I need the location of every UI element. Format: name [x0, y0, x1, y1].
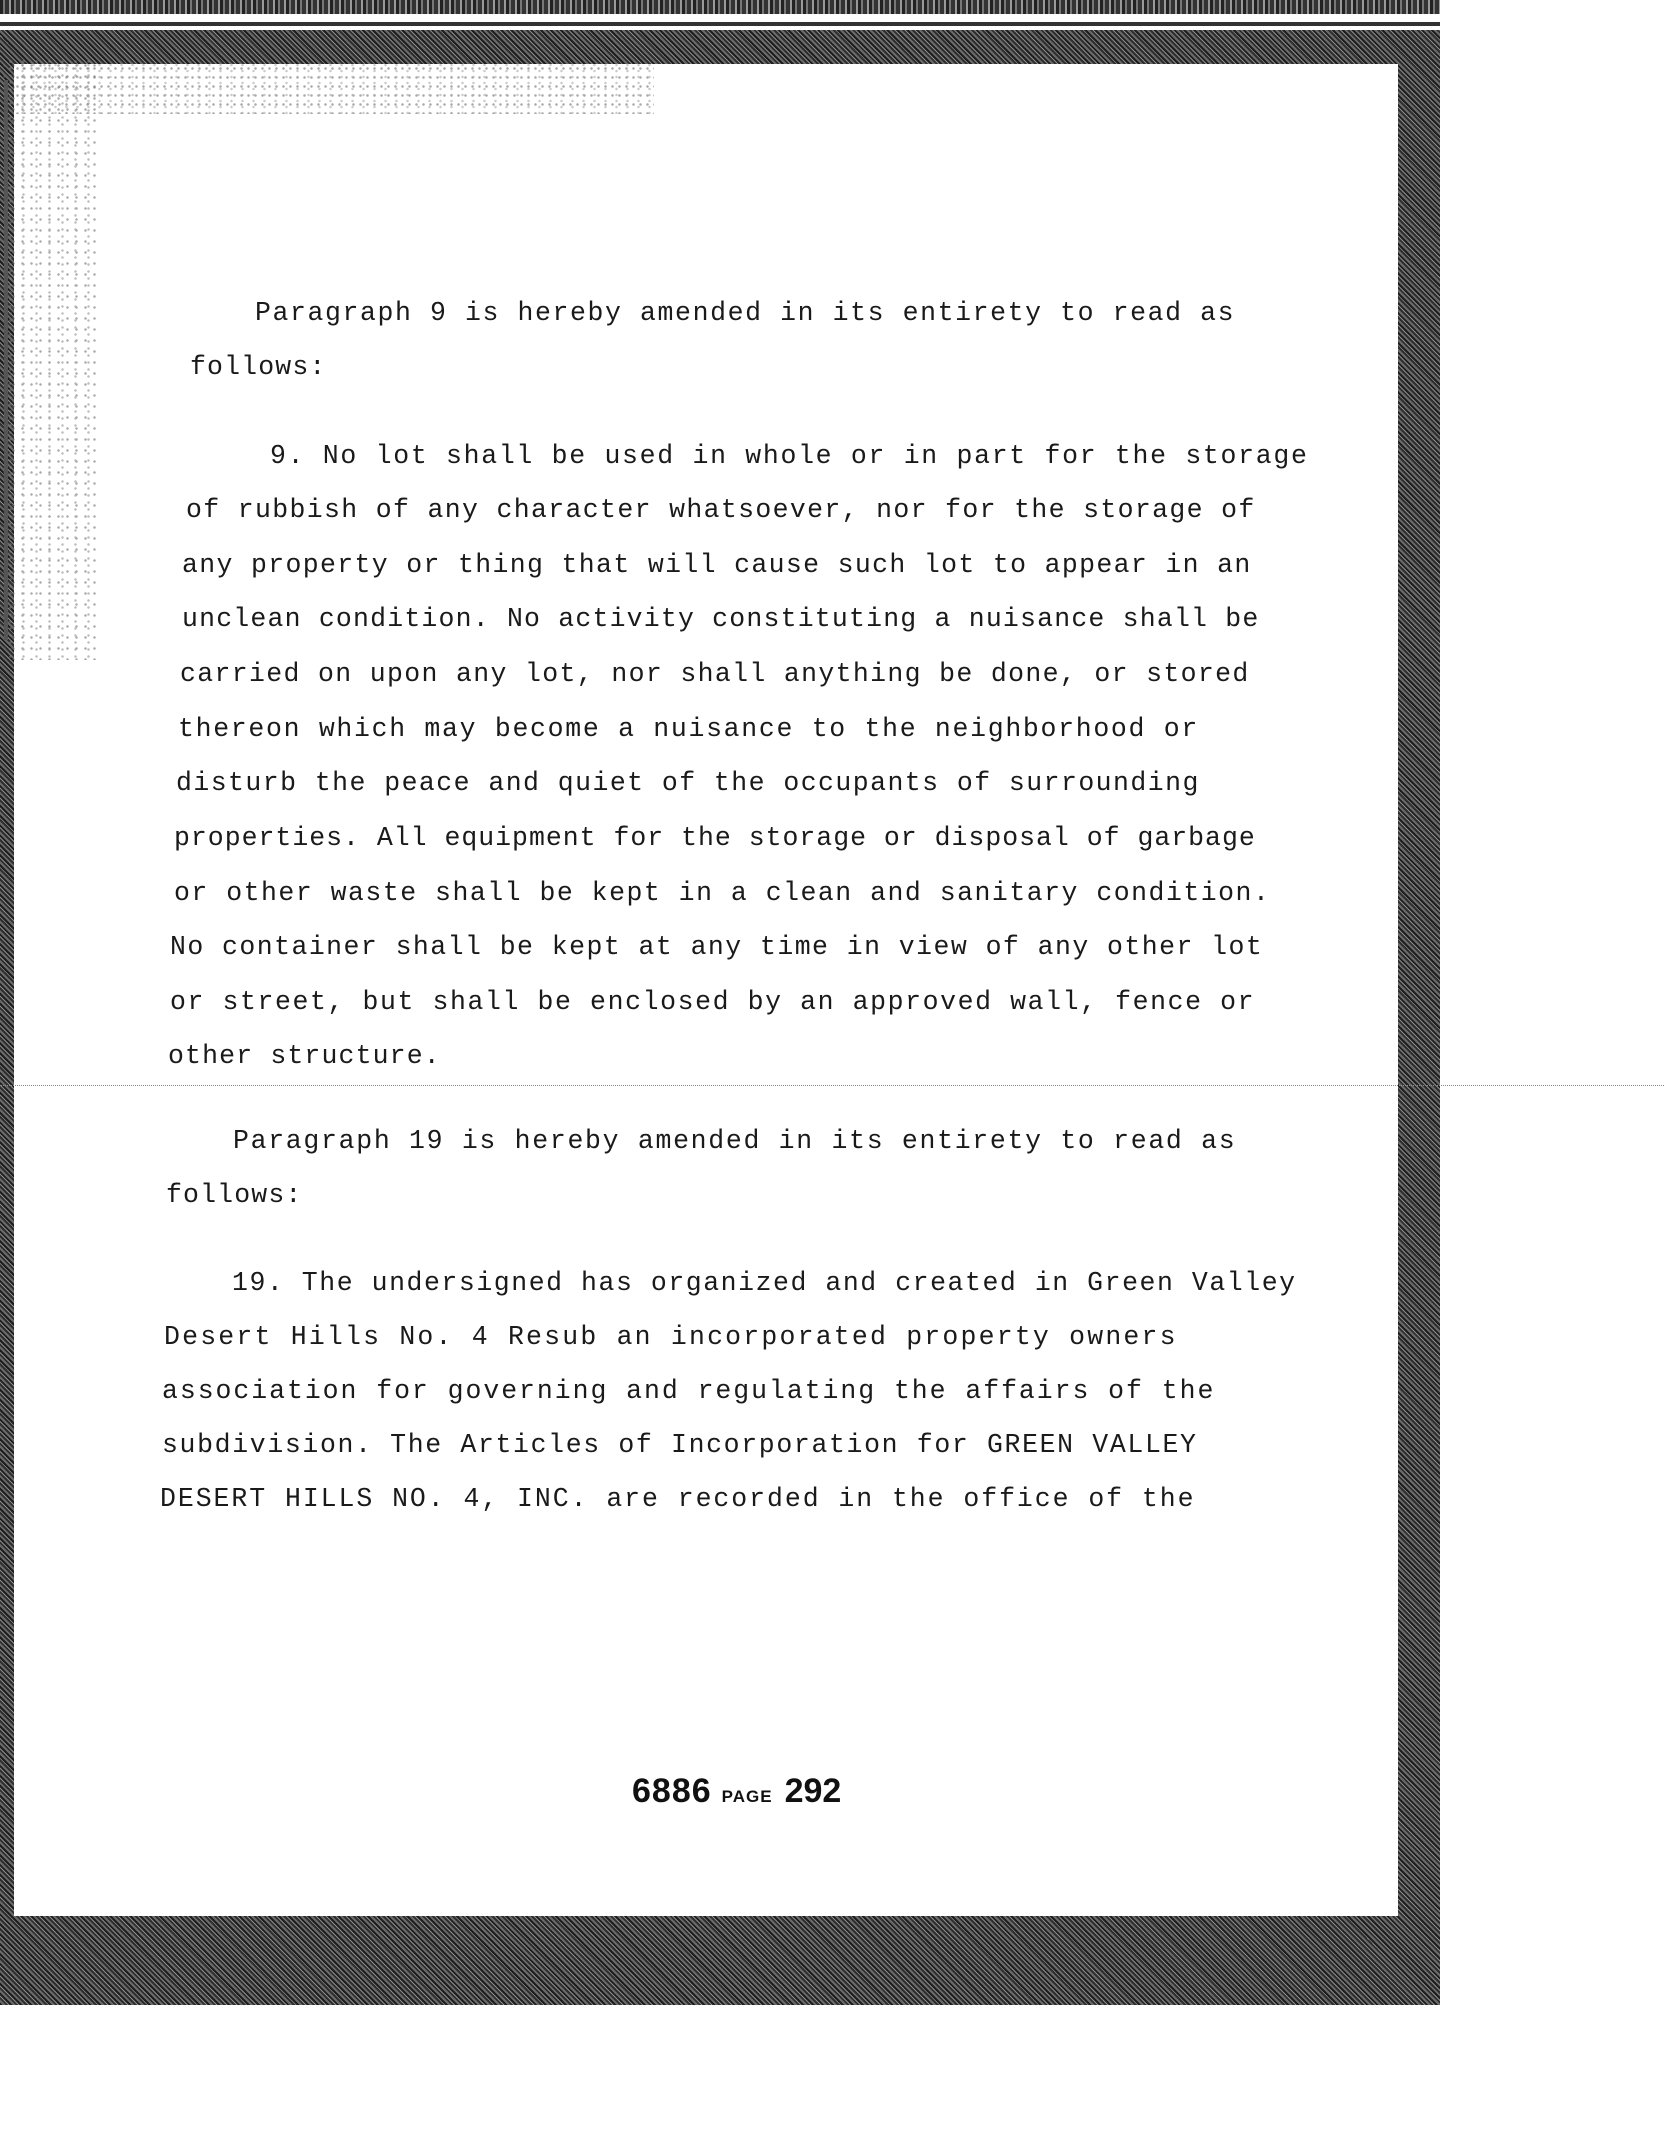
text-line: follows:	[190, 352, 327, 382]
text-line: of rubbish of any character whatsoever, nor for the storage of	[186, 495, 1256, 525]
text-line: thereon which may become a nuisance to the neighborhood or	[178, 714, 1199, 744]
text-line: 9. No lot shall be used in whole or in part for the storage	[270, 441, 1309, 471]
text-line: follows:	[166, 1180, 303, 1210]
text-line: or other waste shall be kept in a clean and sanitary condition.	[174, 878, 1271, 908]
text-line: unclean condition. No activity constituting a nuisance shall be	[182, 604, 1260, 634]
text-line: association for governing and regulating the affairs of the	[162, 1376, 1216, 1406]
page-number: 292	[784, 1772, 842, 1810]
text-line: or street, but shall be enclosed by an approved wall, fence or	[170, 987, 1256, 1017]
text-line: disturb the peace and quiet of the occupants of surrounding	[176, 768, 1200, 798]
text-line: DESERT HILLS NO. 4, INC. are recorded in the office of the	[160, 1484, 1196, 1514]
text-line: 19. The undersigned has organized and created in Green Valley	[232, 1268, 1297, 1298]
text-line: Desert Hills No. 4 Resub an incorporated property owners	[164, 1322, 1178, 1352]
text-line: subdivision. The Articles of Incorporation for GREEN VALLEY	[162, 1430, 1198, 1460]
page-label: PAGE	[721, 1787, 773, 1806]
book-number: 6886	[632, 1772, 712, 1810]
text-line: carried on upon any lot, nor shall anything be done, or stored	[180, 659, 1250, 689]
text-line: No container shall be kept at any time in view of any other lot	[170, 932, 1264, 962]
text-line: other structure.	[168, 1041, 441, 1071]
text-line: Paragraph 19 is hereby amended in its entirety to read as	[233, 1126, 1237, 1156]
text-line: properties. All equipment for the storage or disposal of garbage	[174, 823, 1256, 853]
text-line: any property or thing that will cause such lot to appear in an	[182, 550, 1252, 580]
text-line: Paragraph 9 is hereby amended in its entirety to read as	[255, 298, 1236, 328]
book-page-stamp	[632, 1772, 841, 1811]
